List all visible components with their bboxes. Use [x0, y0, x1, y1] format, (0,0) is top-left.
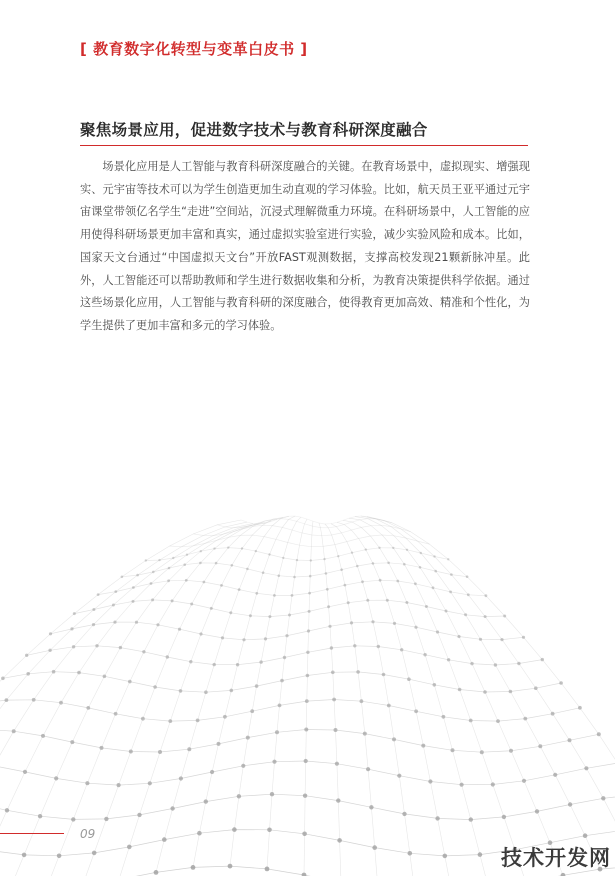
- mesh-node: [85, 781, 89, 785]
- mesh-node: [377, 645, 380, 648]
- mesh-node: [217, 742, 221, 746]
- mesh-node: [534, 686, 538, 690]
- mesh-node: [92, 608, 95, 611]
- mesh-node: [326, 588, 329, 591]
- mesh-node: [356, 565, 359, 568]
- mesh-node: [114, 712, 118, 716]
- mesh-node: [365, 548, 367, 550]
- mesh-node: [366, 767, 370, 771]
- mesh-node: [77, 671, 81, 675]
- mesh-node: [145, 559, 147, 561]
- mesh-node: [553, 773, 557, 777]
- mesh-node: [135, 621, 138, 624]
- mesh-node: [26, 672, 30, 676]
- mesh-node: [270, 792, 274, 796]
- mesh-node: [402, 812, 406, 816]
- mesh-node: [121, 576, 124, 579]
- mesh-node: [568, 738, 572, 742]
- mesh-node: [397, 774, 401, 778]
- mesh-node: [288, 614, 291, 617]
- mesh-node: [241, 764, 245, 768]
- mesh-node: [228, 864, 233, 869]
- mesh-node: [71, 817, 75, 821]
- mesh-node: [223, 715, 227, 719]
- mesh-node: [387, 562, 390, 565]
- mesh-node: [423, 653, 426, 656]
- mesh-node: [484, 615, 487, 618]
- mesh-node: [347, 601, 350, 604]
- mesh-node: [331, 671, 335, 675]
- mesh-node: [249, 614, 252, 617]
- mesh-node: [285, 634, 288, 637]
- footer-rule: [0, 833, 64, 834]
- mesh-node: [361, 580, 364, 583]
- mesh-node: [265, 867, 270, 872]
- mesh-node: [255, 684, 259, 688]
- mesh-node: [151, 598, 154, 601]
- mesh-node: [480, 750, 484, 754]
- mesh-node: [350, 621, 353, 624]
- mesh-node: [250, 709, 254, 713]
- mesh-node: [428, 779, 432, 783]
- document-header-title: [ 教育数字化转型与变革白皮书 ]: [80, 40, 308, 58]
- mesh-node: [189, 660, 192, 663]
- mesh-node: [238, 588, 241, 591]
- mesh-node: [172, 557, 174, 559]
- mesh-node: [59, 701, 63, 705]
- mesh-node: [469, 719, 473, 723]
- mesh-node: [369, 805, 373, 809]
- mesh-node: [167, 579, 170, 582]
- mesh-node: [334, 728, 338, 732]
- mesh-node: [386, 599, 389, 602]
- mesh-node: [236, 663, 239, 666]
- mesh-node: [187, 747, 191, 751]
- mesh-node: [470, 662, 473, 665]
- mesh-node: [132, 600, 135, 603]
- mesh-node: [12, 729, 16, 733]
- mesh-node: [86, 706, 90, 710]
- mesh-line-vertical: [361, 516, 600, 869]
- mesh-node: [231, 564, 234, 567]
- mesh-node: [283, 656, 286, 659]
- mesh-node: [306, 674, 310, 678]
- mesh-node: [479, 638, 482, 641]
- mesh-node: [306, 651, 309, 654]
- mesh-line-horizontal: [122, 563, 467, 577]
- mesh-node: [332, 698, 336, 702]
- mesh-node: [494, 663, 497, 666]
- mesh-node: [337, 838, 342, 843]
- mesh-node: [517, 662, 520, 665]
- mesh-node: [170, 806, 174, 810]
- mesh-node: [496, 719, 500, 723]
- mesh-node: [305, 699, 309, 703]
- mesh-node: [264, 637, 267, 640]
- mesh-node: [387, 704, 391, 708]
- mesh-node: [273, 594, 276, 597]
- mesh-node: [117, 783, 121, 787]
- mesh-node: [191, 865, 196, 870]
- mesh-node: [382, 673, 386, 677]
- mesh-node: [73, 612, 76, 615]
- mesh-node: [442, 715, 446, 719]
- mesh-node: [103, 675, 107, 679]
- mesh-node: [199, 562, 202, 565]
- mesh-node: [268, 615, 271, 618]
- mesh-node: [129, 750, 133, 754]
- mesh-node: [57, 854, 62, 859]
- mesh-node: [204, 799, 208, 803]
- mesh-node: [213, 547, 215, 549]
- mesh-node: [190, 603, 193, 606]
- mesh-node: [32, 698, 36, 702]
- mesh-node: [360, 699, 364, 703]
- mesh-node: [414, 626, 417, 629]
- mesh-line-horizontal: [0, 729, 599, 752]
- mesh-node: [5, 698, 9, 702]
- mesh-node: [597, 732, 601, 736]
- mesh-node: [282, 557, 284, 559]
- mesh-node: [523, 717, 527, 721]
- mesh-node: [478, 852, 483, 857]
- mesh-node: [100, 746, 104, 750]
- mesh-node: [38, 814, 42, 818]
- mesh-node: [392, 547, 394, 549]
- mesh-node: [406, 549, 408, 551]
- mesh-node: [509, 690, 513, 694]
- body-paragraph: 场景化应用是人工智能与教育科研深度融合的关键。在教育场景中，虚拟现实、增强现实、元宇宙等技术可以为学生创造更加生动直观的学习体验。比如，航天员王亚平通过元宇宙课堂带领亿名学生“走进”空间站，沉浸式理解微重力环境。在科研场景中，人工智能的应用使得科研场景更加丰富和真实，通过虚拟实验室进行实验，减少实验风险和成本。比如，国家天文台通过“中国虚拟天文台”开放FAST观测数据，支撑高校发现21颗新脉冲星。此外，人工智能还可以帮助教师和学生进行数据收集和分析，为教育决策提供科学依据。通过这些场景化应用，人工智能与教育科研的深度融合，使得教育更加高效、精准和个性化，为学生提供了更加丰富和多元的学习体验。: [80, 160, 530, 332]
- mesh-line-horizontal: [0, 794, 615, 819]
- mesh-node: [344, 584, 347, 587]
- mesh-node: [302, 873, 307, 876]
- mesh-node: [469, 817, 473, 821]
- mesh-node: [502, 815, 506, 819]
- mesh-node: [447, 558, 449, 560]
- mesh-node: [171, 599, 174, 602]
- mesh-line-vertical: [355, 517, 563, 876]
- mesh-node: [152, 571, 155, 574]
- mesh-node: [467, 593, 470, 596]
- mesh-node: [272, 760, 276, 764]
- mesh-line-vertical: [337, 522, 452, 876]
- mesh-node: [255, 592, 258, 595]
- mesh-node: [503, 615, 506, 618]
- mesh-node: [351, 552, 353, 554]
- mesh-node: [304, 759, 308, 763]
- mesh-node: [275, 730, 279, 734]
- mesh-node: [405, 601, 408, 604]
- mesh-node: [179, 689, 183, 693]
- mesh-node: [141, 717, 145, 721]
- mesh-node: [114, 590, 117, 593]
- mesh-node: [325, 572, 328, 575]
- mesh-node: [178, 628, 181, 631]
- mesh-node: [70, 740, 74, 744]
- mesh-node: [303, 794, 307, 798]
- mesh-node: [330, 646, 333, 649]
- section-heading: 聚焦场景应用，促进数字技术与教育科研深度融合: [80, 121, 428, 139]
- mesh-node: [421, 744, 425, 748]
- mesh-line-vertical: [156, 516, 289, 872]
- mesh-node: [113, 621, 116, 624]
- mesh-node: [23, 770, 27, 774]
- mesh-node: [280, 679, 284, 683]
- mesh-node: [541, 658, 544, 661]
- mesh-node: [199, 632, 202, 635]
- mesh-node: [230, 689, 234, 693]
- mesh-node: [119, 646, 122, 649]
- mesh-node: [436, 630, 439, 633]
- mesh-node: [433, 683, 437, 687]
- mesh-node: [262, 571, 265, 574]
- mesh-node: [551, 712, 555, 716]
- mesh-node: [204, 690, 208, 694]
- mesh-node: [227, 546, 229, 548]
- mesh-node: [237, 794, 241, 798]
- mesh-node: [210, 770, 214, 774]
- mesh-node: [137, 813, 141, 817]
- mesh-node: [97, 593, 100, 596]
- mesh-node: [70, 627, 73, 630]
- mesh-node: [578, 706, 582, 710]
- mesh-node: [466, 575, 469, 578]
- mesh-node: [210, 607, 213, 610]
- mesh-node: [584, 766, 588, 770]
- mesh-node: [447, 658, 450, 661]
- mesh-node: [308, 592, 311, 595]
- mesh-node: [583, 833, 588, 838]
- mesh-node: [246, 736, 250, 740]
- mesh-node: [304, 728, 308, 732]
- mesh-node: [128, 680, 132, 684]
- mesh-node: [268, 553, 270, 555]
- mesh-node: [221, 636, 224, 639]
- mesh-node: [203, 581, 206, 584]
- mesh-node: [425, 605, 428, 608]
- mesh-node: [435, 816, 439, 820]
- mesh-node: [451, 748, 455, 752]
- mesh-node: [568, 802, 572, 806]
- mesh-node: [162, 837, 167, 842]
- mesh-node: [293, 576, 296, 579]
- mesh-node: [485, 594, 488, 597]
- mesh-node: [153, 685, 157, 689]
- mesh-node: [296, 559, 298, 561]
- mesh-node: [393, 622, 396, 625]
- mesh-node: [302, 832, 307, 837]
- mesh-node: [366, 599, 369, 602]
- mesh-node: [215, 562, 218, 565]
- mesh-node: [213, 663, 216, 666]
- mesh-node: [400, 648, 403, 651]
- mesh-node: [327, 605, 330, 608]
- mesh-node: [403, 563, 406, 566]
- mesh-node: [336, 798, 340, 802]
- mesh-line-vertical: [343, 520, 489, 876]
- mesh-node: [158, 559, 160, 561]
- mesh-node: [420, 552, 422, 554]
- mesh-node: [458, 688, 462, 692]
- mesh-node: [307, 629, 310, 632]
- mesh-node: [112, 604, 115, 607]
- mesh-node: [25, 654, 28, 657]
- mesh-node: [483, 690, 487, 694]
- mesh-node: [407, 677, 411, 681]
- mesh-node: [242, 638, 245, 641]
- mesh-node: [92, 851, 97, 856]
- mesh-node: [337, 555, 339, 557]
- mesh-node: [232, 827, 237, 832]
- mesh-node: [310, 559, 312, 561]
- mesh-node: [392, 737, 396, 741]
- mesh-node: [22, 853, 27, 858]
- mesh-node: [92, 623, 95, 626]
- page-number: 09: [80, 827, 96, 841]
- mesh-node: [52, 670, 56, 674]
- mesh-node: [154, 870, 159, 875]
- mesh-node: [127, 845, 132, 850]
- mesh-node: [104, 817, 108, 821]
- mesh-node: [449, 591, 452, 594]
- mesh-node: [132, 586, 135, 589]
- mesh-node: [229, 611, 232, 614]
- mesh-node: [136, 574, 139, 577]
- watermark-logo: 技术开发网: [501, 846, 611, 870]
- mesh-node: [241, 547, 243, 549]
- mesh-node: [255, 550, 257, 552]
- mesh-line-vertical: [230, 517, 301, 866]
- mesh-node: [41, 734, 45, 738]
- mesh-node: [335, 762, 339, 766]
- mesh-node: [432, 586, 435, 589]
- mesh-node: [291, 594, 294, 597]
- mesh-node: [372, 562, 375, 565]
- mesh-node: [197, 831, 202, 836]
- mesh-node: [500, 638, 503, 641]
- mesh-node: [186, 554, 188, 556]
- mesh-line-vertical: [45, 522, 271, 876]
- mesh-node: [183, 563, 186, 566]
- mesh-node: [179, 776, 183, 780]
- mesh-node: [158, 750, 162, 754]
- mesh-node: [601, 796, 605, 800]
- mesh-node: [379, 579, 382, 582]
- mesh-node: [309, 575, 312, 578]
- mesh-node: [371, 620, 374, 623]
- mesh-node: [267, 828, 272, 833]
- mesh-node: [443, 854, 448, 859]
- mesh-node: [49, 632, 52, 635]
- mesh-node: [328, 625, 331, 628]
- mesh-node: [559, 681, 563, 685]
- mesh-node: [460, 783, 464, 787]
- mesh-node: [259, 660, 262, 663]
- mesh-node: [220, 584, 223, 587]
- heading-underline: [80, 145, 528, 146]
- mesh-node: [340, 568, 343, 571]
- mesh-line-vertical: [82, 519, 277, 876]
- mesh-node: [509, 749, 513, 753]
- mesh-node: [414, 582, 417, 585]
- mesh-node: [185, 579, 188, 582]
- mesh-node: [166, 655, 169, 658]
- mesh-node: [148, 781, 152, 785]
- mesh-node: [450, 573, 453, 576]
- mesh-node: [196, 719, 200, 723]
- mesh-line-vertical: [267, 519, 307, 869]
- mesh-node: [522, 636, 525, 639]
- mesh-node: [433, 555, 435, 557]
- mesh-node: [464, 613, 467, 616]
- mesh-node: [168, 567, 171, 570]
- mesh-node: [434, 570, 437, 573]
- mesh-node: [538, 744, 542, 748]
- mesh-line-vertical: [304, 521, 313, 875]
- mesh-node: [72, 645, 75, 648]
- mesh-node: [308, 610, 311, 613]
- mesh-node: [48, 649, 51, 652]
- mesh-node: [491, 782, 495, 786]
- mesh-node: [5, 808, 9, 812]
- mesh-node: [419, 566, 422, 569]
- mesh-node: [323, 558, 325, 560]
- mesh-node: [95, 644, 98, 647]
- mesh-node: [156, 623, 159, 626]
- mesh-node: [363, 732, 367, 736]
- mesh-node: [168, 719, 172, 723]
- mesh-node: [396, 580, 399, 583]
- mesh-node: [356, 670, 360, 674]
- mesh-node: [378, 547, 380, 549]
- mesh-node: [1, 677, 5, 681]
- mesh-node: [246, 568, 249, 571]
- mesh-node: [200, 550, 202, 552]
- mesh-node: [278, 574, 281, 577]
- mesh-node: [414, 709, 418, 713]
- mesh-node: [372, 845, 377, 850]
- mesh-node: [353, 644, 356, 647]
- mesh-node: [150, 582, 153, 585]
- mesh-node: [54, 776, 58, 780]
- mesh-node: [142, 650, 145, 653]
- mesh-node: [278, 704, 282, 708]
- mesh-node: [457, 635, 460, 638]
- mesh-node: [522, 779, 526, 783]
- mesh-node: [445, 610, 448, 613]
- mesh-node: [535, 809, 539, 813]
- mesh-node: [408, 851, 413, 856]
